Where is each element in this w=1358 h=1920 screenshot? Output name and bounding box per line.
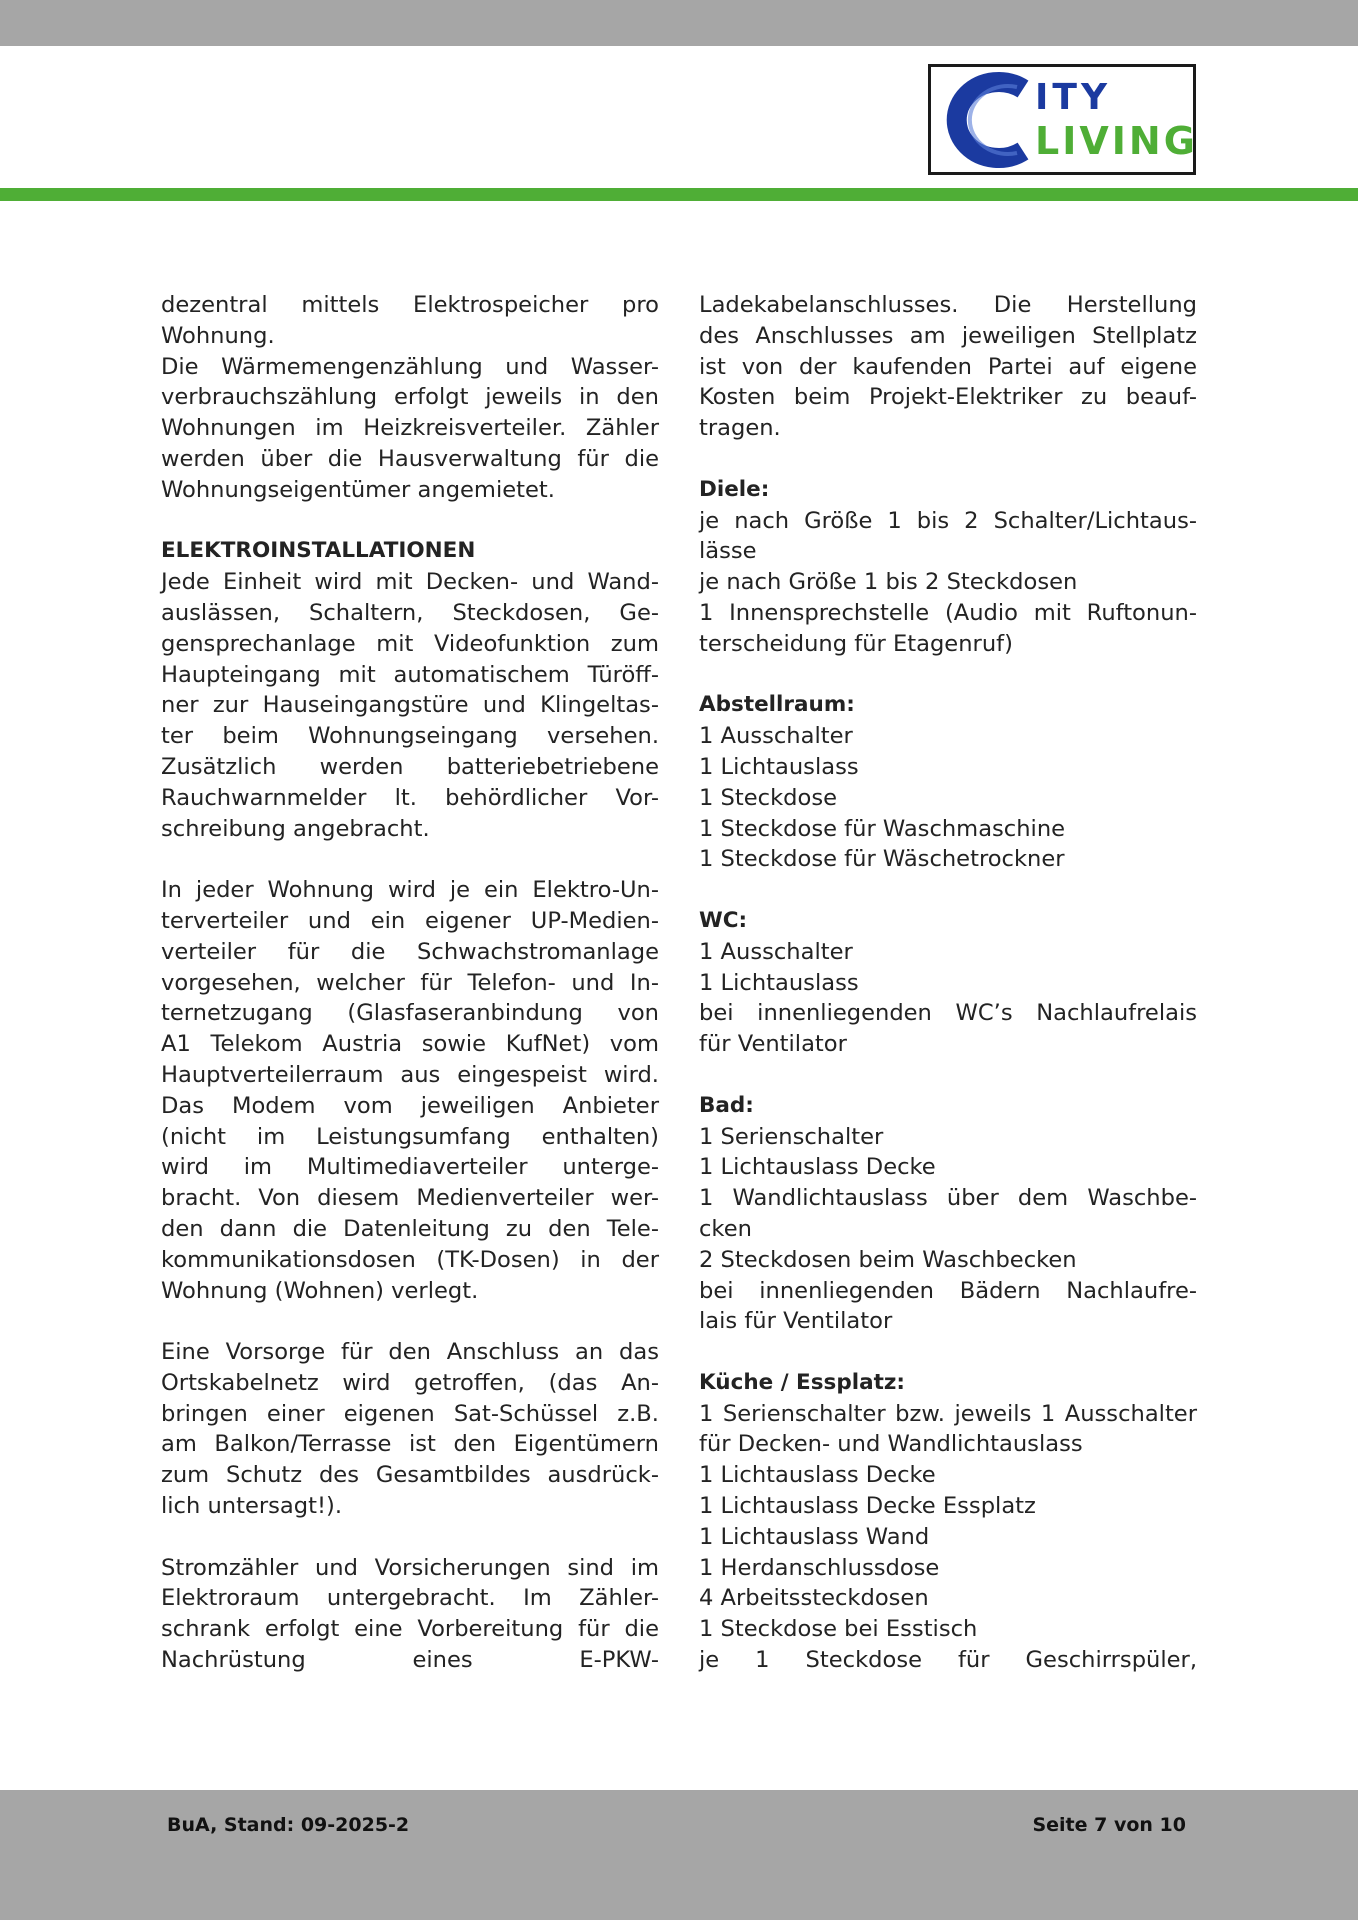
text-line: 1 Ausschalter [699, 938, 853, 965]
text-line: Ladekabelanschlusses. Die Herstellung [699, 292, 1197, 318]
text-line: für Decken- und Wandlichtauslass [699, 1431, 1083, 1458]
text-line: vorgesehen, welcher für Telefon- und In- [161, 969, 659, 996]
text-line: 1 Lichtauslass Decke [699, 1462, 936, 1489]
section-heading-elektro: ELEKTROINSTALLATIONEN [161, 538, 476, 564]
text-line: ter beim Wohnungseingang versehen. [161, 723, 659, 750]
text-line: 1 Steckdose für Waschmaschine [699, 815, 1066, 842]
text-line: 1 Ausschalter [699, 723, 853, 750]
text-line: je nach Größe 1 bis 2 Steckdosen [699, 569, 1078, 596]
text-line: je 1 Steckdose für Geschirrspüler, [699, 1647, 1197, 1674]
text-line: am Balkon/Terrasse ist den Eigentümern [161, 1431, 659, 1458]
footer-page-number: Seite 7 von 10 [1032, 1814, 1186, 1836]
text-line: (nicht im Leistungsumfang enthalten) [161, 1123, 659, 1150]
text-line: Stromzähler und Vorsicherungen sind im [161, 1554, 659, 1581]
text-line: für Ventilator [699, 1031, 847, 1058]
text-line: 1 Lichtauslass Decke [699, 1154, 936, 1181]
text-line: 1 Lichtauslass [699, 753, 859, 780]
text-line: Wohnungen im Heizkreisverteiler. Zähler [161, 415, 659, 442]
text-line: 1 Innensprechstelle (Audio mit Ruftonun- [699, 599, 1197, 626]
text-line: Ortskabelnetz wird getroffen, (das An- [161, 1369, 659, 1396]
text-line: lässe [699, 538, 757, 565]
header-band [0, 0, 1358, 46]
text-line: 1 Steckdose [699, 784, 838, 811]
text-line: bei innenliegenden WC’s Nachlaufrelais [699, 1000, 1197, 1027]
text-line: bringen einer eigenen Sat-Schüssel z.B. [161, 1400, 659, 1427]
text-line: auslässen, Schaltern, Steckdosen, Ge- [161, 599, 659, 626]
footer-band [0, 1790, 1358, 1920]
logo-word-living: LIVING [1035, 119, 1198, 163]
text-line: Wohnung. [161, 322, 275, 349]
text-line: des Anschlusses am jeweiligen Stellplatz [699, 322, 1197, 349]
text-line: ist von der kaufenden Partei auf eigene [699, 353, 1197, 380]
text-line: 1 Lichtauslass [699, 969, 859, 996]
text-line: zum Schutz des Gesamtbildes ausdrück- [161, 1462, 659, 1489]
text-line: Rauchwarnmelder lt. behördlicher Vor- [161, 784, 659, 811]
left-column [161, 290, 659, 1676]
section-heading-bad: Bad: [699, 1092, 754, 1118]
text-line: 1 Lichtauslass Wand [699, 1523, 930, 1550]
text-line: 4 Arbeitssteckdosen [699, 1585, 929, 1612]
text-line: tragen. [699, 415, 781, 442]
text-line: wird im Multimediaverteiler unterge- [161, 1154, 659, 1181]
section-heading-wc: WC: [699, 907, 748, 933]
text-line: Elektroraum untergebracht. Im Zähler- [161, 1585, 659, 1612]
text-line: Das Modem vom jeweiligen Anbieter [161, 1092, 659, 1119]
text-line: 1 Wandlichtauslass über dem Waschbe- [699, 1185, 1197, 1212]
text-line: In jeder Wohnung wird je ein Elektro-Un- [161, 877, 659, 904]
text-line: verteiler für die Schwachstromanlage [161, 938, 659, 965]
text-line: Die Wärmemengenzählung und Wasser- [161, 353, 659, 380]
footer-status: BuA, Stand: 09-2025-2 [167, 1814, 410, 1836]
text-line: gensprechanlage mit Videofunktion zum [161, 630, 659, 657]
text-line: terscheidung für Etagenruf) [699, 630, 1013, 657]
text-line: verbrauchszählung erfolgt jeweils in den [161, 384, 659, 411]
text-line: Eine Vorsorge für den Anschluss an das [161, 1339, 659, 1366]
text-line: ner zur Hauseingangstüre und Klingeltas- [161, 692, 659, 719]
text-line: Hauptverteilerraum aus eingespeist wird. [161, 1061, 659, 1088]
text-line: 2 Steckdosen beim Waschbecken [699, 1246, 1077, 1273]
text-line: Zusätzlich werden batteriebetriebene [161, 753, 659, 780]
section-heading-diele: Diele: [699, 476, 770, 502]
text-line: terverteiler und ein eigener UP-Medien- [161, 907, 659, 934]
right-column [699, 290, 1197, 1676]
text-line: den dann die Datenleitung zu den Tele- [161, 1215, 659, 1242]
text-line: Wohnung (Wohnen) verlegt. [161, 1277, 479, 1304]
section-heading-kueche: Küche / Essplatz: [699, 1369, 905, 1395]
text-line: Wohnungseigentümer angemietet. [161, 476, 555, 503]
text-line: 1 Steckdose bei Esstisch [699, 1616, 978, 1643]
text-line: werden über die Hausverwaltung für die [161, 445, 659, 472]
text-line: A1 Telekom Austria sowie KufNet) vom [161, 1031, 659, 1058]
text-line: Haupteingang mit automatischem Türöff- [161, 661, 659, 688]
text-line: je nach Größe 1 bis 2 Schalter/Lichtaus- [699, 507, 1197, 534]
city-living-logo [928, 64, 1196, 175]
header-green-rule [0, 188, 1358, 201]
text-line: Nachrüstung eines E-PKW- [161, 1647, 659, 1674]
text-line: bei innenliegenden Bädern Nachlaufre- [699, 1277, 1197, 1304]
text-line: 1 Serienschalter [699, 1123, 884, 1150]
text-line: dezentral mittels Elektrospeicher pro [161, 292, 659, 318]
section-heading-abstellraum: Abstellraum: [699, 692, 855, 718]
text-line: kommunikationsdosen (TK-Dosen) in der [161, 1246, 659, 1273]
text-line: bracht. Von diesem Medienverteiler wer- [161, 1185, 659, 1212]
text-line: Jede Einheit wird mit Decken- und Wand- [161, 569, 659, 596]
text-line: lich untersagt!). [161, 1493, 343, 1520]
text-line: ternetzugang (Glasfaseranbindung von [161, 1000, 659, 1027]
text-line: cken [699, 1215, 752, 1242]
text-line: Kosten beim Projekt-Elektriker zu beauf- [699, 384, 1197, 411]
text-line: schreibung angebracht. [161, 815, 430, 842]
logo-word-ity: ITY [1035, 77, 1112, 118]
text-line: 1 Serienschalter bzw. jeweils 1 Ausschalter [699, 1400, 1197, 1427]
text-line: lais für Ventilator [699, 1308, 893, 1335]
text-line: 1 Steckdose für Wäschetrockner [699, 846, 1065, 873]
text-line: schrank erfolgt eine Vorbereitung für die [161, 1616, 659, 1643]
text-line: 1 Lichtauslass Decke Essplatz [699, 1493, 1036, 1520]
text-line: 1 Herdanschlussdose [699, 1554, 940, 1581]
